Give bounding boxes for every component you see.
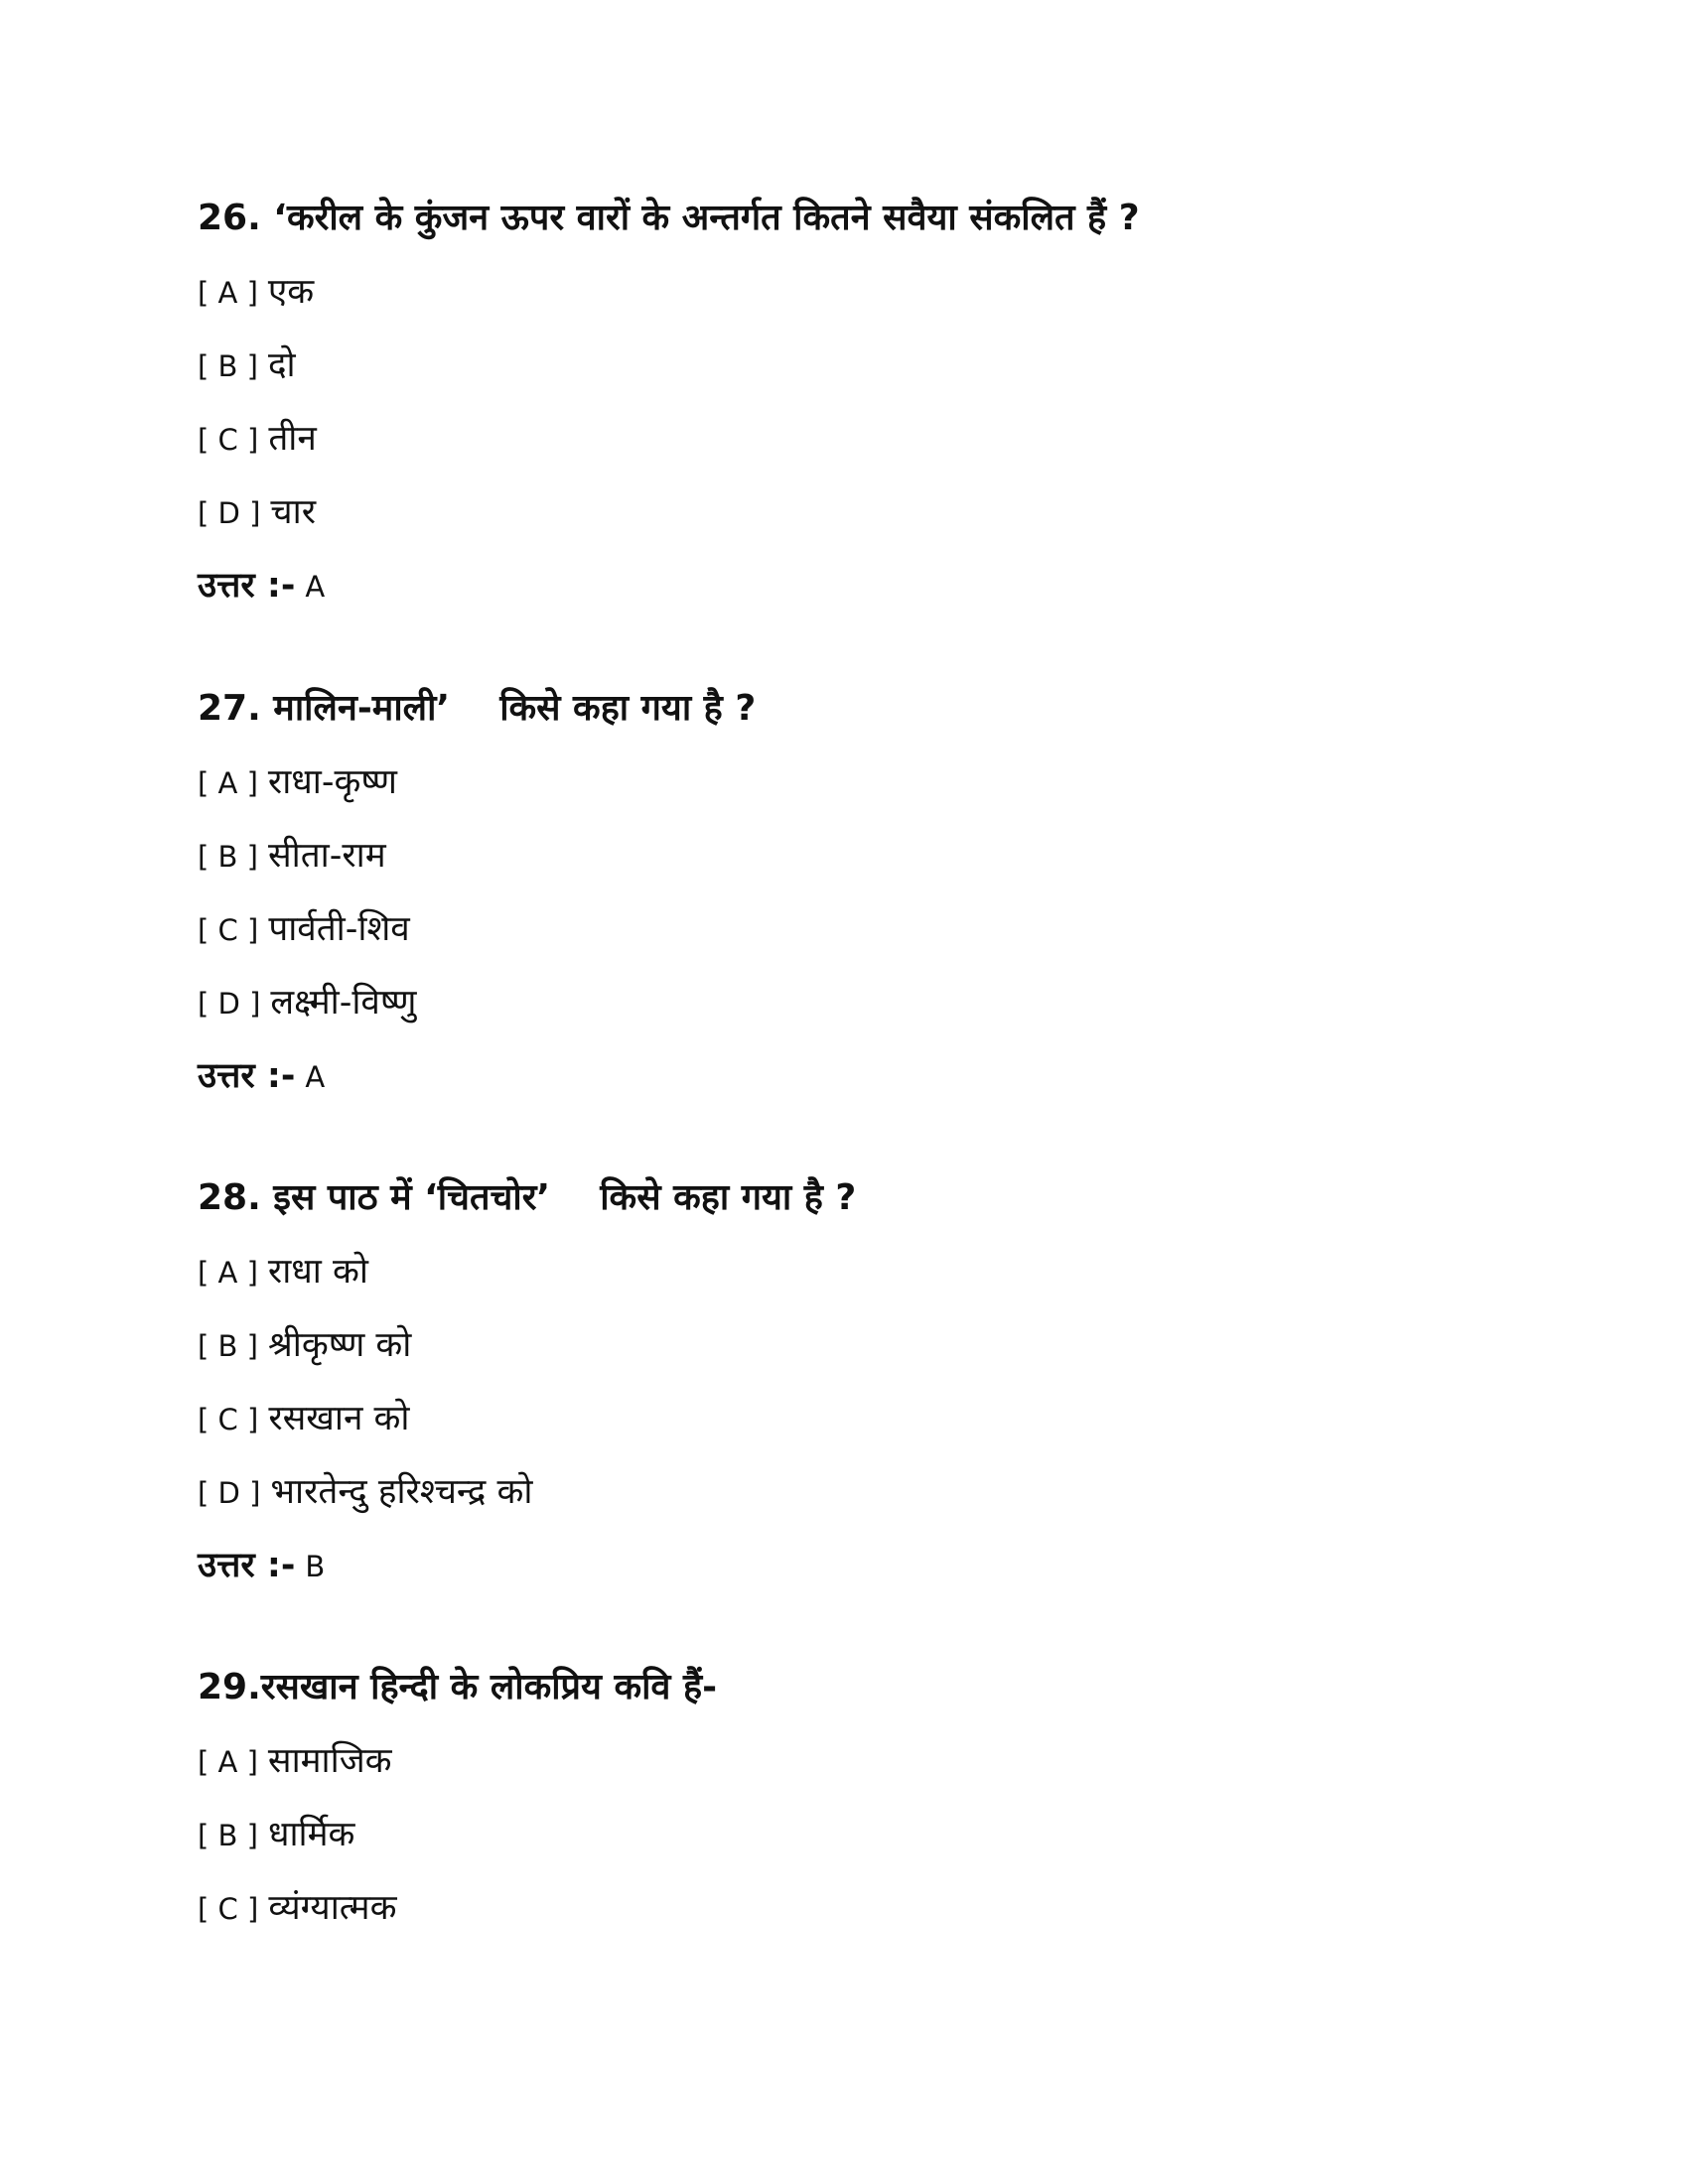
option-text: धार्मिक (267, 1815, 355, 1854)
option-letter: [ B ] (198, 1819, 258, 1852)
option-b (198, 341, 1488, 389)
option-letter: [ A ] (198, 766, 258, 800)
option-text: भारतेन्दु हरिश्चन्द्र को (270, 1472, 533, 1512)
option-letter: [ B ] (198, 840, 258, 874)
option-c (198, 415, 1488, 463)
option-d (198, 1468, 1488, 1516)
question-28 (198, 1174, 1488, 1589)
option-letter: [ C ] (198, 1403, 259, 1436)
question-title: 29.रसखान हिन्दी के लोकप्रिय कवि हैं- (198, 1667, 718, 1707)
option-letter: [ D ] (198, 987, 261, 1021)
answer-value: A (305, 570, 326, 604)
option-text: तीन (268, 419, 317, 459)
option-letter: [ A ] (198, 276, 258, 310)
option-letter: [ C ] (198, 423, 259, 457)
answer-line (198, 562, 1488, 610)
option-text: पार्वती-शिव (268, 909, 410, 949)
option-b (198, 1811, 1488, 1858)
option-letter: [ C ] (198, 913, 259, 947)
option-letter: [ B ] (198, 349, 258, 383)
option-text: लक्ष्मी-विष्णु (270, 983, 417, 1023)
option-text: राधा को (267, 1252, 368, 1292)
option-letter: [ D ] (198, 1476, 261, 1510)
option-letter: [ D ] (198, 496, 261, 530)
option-a (198, 758, 1488, 806)
option-b (198, 832, 1488, 880)
option-text: एक (267, 272, 315, 312)
option-letter: [ B ] (198, 1329, 258, 1363)
option-text: श्रीकृष्ण को (267, 1325, 412, 1365)
option-letter: [ A ] (198, 1256, 258, 1290)
answer-value: B (305, 1550, 326, 1583)
option-text: चार (270, 492, 317, 532)
option-a (198, 1737, 1488, 1785)
answer-label: उत्तर :- (198, 1056, 296, 1096)
question-29 (198, 1664, 1488, 1958)
option-a (198, 268, 1488, 316)
option-b (198, 1321, 1488, 1369)
option-text: दो (267, 345, 296, 385)
option-c (198, 1395, 1488, 1442)
answer-value: A (305, 1060, 326, 1094)
answer-label: उत्तर :- (198, 1546, 296, 1585)
option-a (198, 1248, 1488, 1296)
answer-line (198, 1542, 1488, 1589)
option-c (198, 1884, 1488, 1932)
option-letter: [ C ] (198, 1892, 259, 1926)
option-text: सीता-राम (267, 836, 386, 876)
option-text: राधा-कृष्ण (267, 762, 397, 802)
option-text: रसखान को (268, 1399, 410, 1438)
option-d (198, 488, 1488, 536)
question-title: 26. ‘करील के कुंजन ऊपर वारों के अन्तर्गत कितने सवैया संकलित हैं ? (198, 198, 1140, 238)
question-title: 28. इस पाठ में ‘चितचोर’ किसे कहा गया है ? (198, 1177, 857, 1218)
answer-label: उत्तर :- (198, 566, 296, 606)
question-27 (198, 685, 1488, 1100)
question-title: 27. मालिन-माली’ किसे कहा गया है ? (198, 688, 757, 729)
option-c (198, 905, 1488, 953)
answer-line (198, 1052, 1488, 1100)
question-26 (198, 195, 1488, 610)
option-d (198, 979, 1488, 1026)
option-text: व्यंग्यात्मक (268, 1888, 397, 1928)
option-text: सामाजिक (267, 1741, 392, 1781)
option-letter: [ A ] (198, 1745, 258, 1779)
